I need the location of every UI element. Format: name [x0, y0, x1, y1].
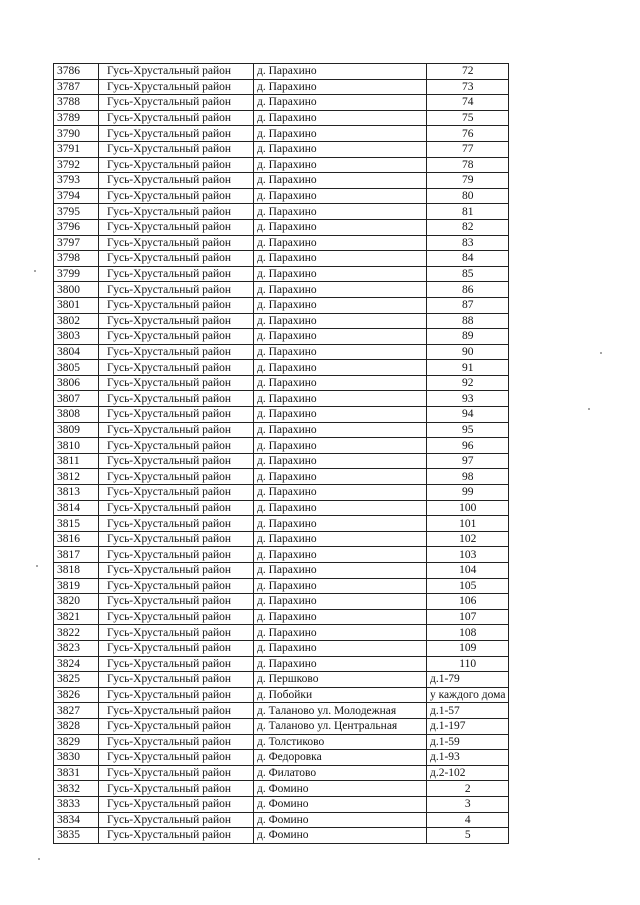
row-number: 3795: [54, 204, 99, 220]
district-cell: Гусь-Хрустальный район: [99, 812, 254, 828]
table-row: [54, 531, 509, 547]
row-number: 3810: [54, 438, 99, 454]
district-cell: Гусь-Хрустальный район: [99, 391, 254, 407]
locality-cell: д. Парахино: [254, 64, 427, 80]
table-row: [54, 594, 509, 610]
row-number: 3798: [54, 251, 99, 267]
table-row: [54, 188, 509, 204]
scan-speck: [36, 565, 38, 567]
district-cell: Гусь-Хрустальный район: [99, 126, 254, 142]
locality-cell: д. Парахино: [254, 500, 427, 516]
row-number: 3824: [54, 656, 99, 672]
house-cell: 5: [427, 828, 509, 844]
district-cell: Гусь-Хрустальный район: [99, 79, 254, 95]
row-number: 3792: [54, 157, 99, 173]
locality-cell: д. Парахино: [254, 344, 427, 360]
locality-cell: д. Фомино: [254, 812, 427, 828]
table-row: [54, 204, 509, 220]
locality-cell: д. Парахино: [254, 578, 427, 594]
district-cell: Гусь-Хрустальный район: [99, 313, 254, 329]
house-cell: 88: [427, 313, 509, 329]
table-row: [54, 500, 509, 516]
table-row: [54, 79, 509, 95]
house-cell: 89: [427, 329, 509, 345]
row-number: 3799: [54, 266, 99, 282]
house-cell: 99: [427, 485, 509, 501]
district-cell: Гусь-Хрустальный район: [99, 329, 254, 345]
district-cell: Гусь-Хрустальный район: [99, 703, 254, 719]
district-cell: Гусь-Хрустальный район: [99, 157, 254, 173]
house-cell: 98: [427, 469, 509, 485]
district-cell: Гусь-Хрустальный район: [99, 516, 254, 532]
district-cell: Гусь-Хрустальный район: [99, 500, 254, 516]
table-row: [54, 266, 509, 282]
row-number: 3788: [54, 95, 99, 111]
district-cell: Гусь-Хрустальный район: [99, 266, 254, 282]
district-cell: Гусь-Хрустальный район: [99, 173, 254, 189]
locality-cell: д. Парахино: [254, 251, 427, 267]
locality-cell: д. Парахино: [254, 360, 427, 376]
table-row: [54, 110, 509, 126]
row-number: 3804: [54, 344, 99, 360]
district-cell: Гусь-Хрустальный район: [99, 95, 254, 111]
district-cell: Гусь-Хрустальный район: [99, 422, 254, 438]
table-row: [54, 609, 509, 625]
row-number: 3817: [54, 547, 99, 563]
district-cell: Гусь-Хрустальный район: [99, 578, 254, 594]
locality-cell: д. Парахино: [254, 329, 427, 345]
locality-cell: д. Таланово ул. Молодежная: [254, 703, 427, 719]
row-number: 3823: [54, 640, 99, 656]
table-row: [54, 656, 509, 672]
house-cell: 72: [427, 64, 509, 80]
house-cell: 92: [427, 375, 509, 391]
row-number: 3807: [54, 391, 99, 407]
table-row: [54, 687, 509, 703]
table-row: [54, 219, 509, 235]
house-cell: д.1-197: [427, 718, 509, 734]
row-number: 3830: [54, 750, 99, 766]
locality-cell: д. Парахино: [254, 235, 427, 251]
scan-speck: [34, 270, 36, 272]
district-cell: Гусь-Хрустальный район: [99, 453, 254, 469]
locality-cell: д. Фомино: [254, 796, 427, 812]
house-cell: 106: [427, 594, 509, 610]
table-row: [54, 95, 509, 111]
district-cell: Гусь-Хрустальный район: [99, 718, 254, 734]
district-cell: Гусь-Хрустальный район: [99, 750, 254, 766]
row-number: 3812: [54, 469, 99, 485]
district-cell: Гусь-Хрустальный район: [99, 141, 254, 157]
row-number: 3808: [54, 407, 99, 423]
house-cell: 83: [427, 235, 509, 251]
table-row: [54, 453, 509, 469]
table-row: [54, 625, 509, 641]
district-cell: Гусь-Хрустальный район: [99, 640, 254, 656]
row-number: 3831: [54, 765, 99, 781]
row-number: 3821: [54, 609, 99, 625]
locality-cell: д. Парахино: [254, 656, 427, 672]
district-cell: Гусь-Хрустальный район: [99, 360, 254, 376]
row-number: 3802: [54, 313, 99, 329]
locality-cell: д. Парахино: [254, 173, 427, 189]
house-cell: 76: [427, 126, 509, 142]
district-cell: Гусь-Хрустальный район: [99, 531, 254, 547]
district-cell: Гусь-Хрустальный район: [99, 219, 254, 235]
row-number: 3790: [54, 126, 99, 142]
table-row: [54, 578, 509, 594]
row-number: 3816: [54, 531, 99, 547]
locality-cell: д. Побойки: [254, 687, 427, 703]
house-cell: 82: [427, 219, 509, 235]
house-cell: 79: [427, 173, 509, 189]
district-cell: Гусь-Хрустальный район: [99, 64, 254, 80]
house-cell: 2: [427, 781, 509, 797]
district-cell: Гусь-Хрустальный район: [99, 765, 254, 781]
table-row: [54, 235, 509, 251]
locality-cell: д. Парахино: [254, 219, 427, 235]
table-row: [54, 781, 509, 797]
house-cell: 87: [427, 297, 509, 313]
row-number: 3813: [54, 485, 99, 501]
house-cell: 102: [427, 531, 509, 547]
locality-cell: д. Парахино: [254, 391, 427, 407]
row-number: 3805: [54, 360, 99, 376]
district-cell: Гусь-Хрустальный район: [99, 781, 254, 797]
table-row: [54, 469, 509, 485]
house-cell: 105: [427, 578, 509, 594]
house-cell: 3: [427, 796, 509, 812]
table-row: [54, 407, 509, 423]
house-cell: 96: [427, 438, 509, 454]
district-cell: Гусь-Хрустальный район: [99, 687, 254, 703]
table-row: [54, 297, 509, 313]
row-number: 3796: [54, 219, 99, 235]
row-number: 3806: [54, 375, 99, 391]
locality-cell: д. Филатово: [254, 765, 427, 781]
table-row: [54, 640, 509, 656]
row-number: 3801: [54, 297, 99, 313]
district-cell: Гусь-Хрустальный район: [99, 625, 254, 641]
district-cell: Гусь-Хрустальный район: [99, 407, 254, 423]
house-cell: д.1-79: [427, 672, 509, 688]
row-number: 3833: [54, 796, 99, 812]
district-cell: Гусь-Хрустальный район: [99, 672, 254, 688]
row-number: 3786: [54, 64, 99, 80]
locality-cell: д. Парахино: [254, 438, 427, 454]
district-cell: Гусь-Хрустальный район: [99, 547, 254, 563]
scan-speck: [600, 352, 602, 354]
house-cell: 109: [427, 640, 509, 656]
house-cell: 86: [427, 282, 509, 298]
locality-cell: д. Парахино: [254, 204, 427, 220]
house-cell: 93: [427, 391, 509, 407]
locality-cell: д. Парахино: [254, 126, 427, 142]
table-row: [54, 422, 509, 438]
locality-cell: д. Парахино: [254, 266, 427, 282]
house-cell: 85: [427, 266, 509, 282]
row-number: 3793: [54, 173, 99, 189]
house-cell: 84: [427, 251, 509, 267]
locality-cell: д. Першково: [254, 672, 427, 688]
table-row: [54, 796, 509, 812]
table-row: [54, 828, 509, 844]
house-cell: 77: [427, 141, 509, 157]
house-cell: 95: [427, 422, 509, 438]
table-row: [54, 344, 509, 360]
house-cell: у каждого дома: [427, 687, 509, 703]
house-cell: 94: [427, 407, 509, 423]
district-cell: Гусь-Хрустальный район: [99, 438, 254, 454]
locality-cell: д. Фомино: [254, 781, 427, 797]
house-cell: 73: [427, 79, 509, 95]
house-cell: 110: [427, 656, 509, 672]
table-row: [54, 375, 509, 391]
row-number: 3815: [54, 516, 99, 532]
house-cell: 103: [427, 547, 509, 563]
locality-cell: д. Таланово ул. Центральная: [254, 718, 427, 734]
row-number: 3832: [54, 781, 99, 797]
district-cell: Гусь-Хрустальный район: [99, 251, 254, 267]
table-row: [54, 718, 509, 734]
house-cell: 104: [427, 563, 509, 579]
district-cell: Гусь-Хрустальный район: [99, 828, 254, 844]
table-row: [54, 329, 509, 345]
locality-cell: д. Парахино: [254, 110, 427, 126]
locality-cell: д. Парахино: [254, 407, 427, 423]
locality-cell: д. Парахино: [254, 79, 427, 95]
district-cell: Гусь-Хрустальный район: [99, 609, 254, 625]
house-cell: д.1-57: [427, 703, 509, 719]
registry-table: [53, 63, 509, 844]
table-body: [54, 64, 509, 844]
district-cell: Гусь-Хрустальный район: [99, 282, 254, 298]
table-row: [54, 734, 509, 750]
table-row: [54, 485, 509, 501]
table-row: [54, 157, 509, 173]
district-cell: Гусь-Хрустальный район: [99, 188, 254, 204]
district-cell: Гусь-Хрустальный район: [99, 796, 254, 812]
locality-cell: д. Парахино: [254, 531, 427, 547]
locality-cell: д. Фомино: [254, 828, 427, 844]
row-number: 3834: [54, 812, 99, 828]
house-cell: 91: [427, 360, 509, 376]
table-row: [54, 64, 509, 80]
locality-cell: д. Парахино: [254, 297, 427, 313]
table-row: [54, 438, 509, 454]
row-number: 3828: [54, 718, 99, 734]
locality-cell: д. Толстиково: [254, 734, 427, 750]
locality-cell: д. Парахино: [254, 141, 427, 157]
house-cell: 78: [427, 157, 509, 173]
house-cell: 101: [427, 516, 509, 532]
row-number: 3787: [54, 79, 99, 95]
row-number: 3829: [54, 734, 99, 750]
district-cell: Гусь-Хрустальный район: [99, 563, 254, 579]
house-cell: 108: [427, 625, 509, 641]
table-row: [54, 563, 509, 579]
district-cell: Гусь-Хрустальный район: [99, 375, 254, 391]
table-row: [54, 703, 509, 719]
row-number: 3800: [54, 282, 99, 298]
house-cell: д.2-102: [427, 765, 509, 781]
house-cell: 100: [427, 500, 509, 516]
table-row: [54, 516, 509, 532]
row-number: 3826: [54, 687, 99, 703]
locality-cell: д. Парахино: [254, 422, 427, 438]
locality-cell: д. Парахино: [254, 609, 427, 625]
row-number: 3818: [54, 563, 99, 579]
locality-cell: д. Парахино: [254, 95, 427, 111]
table-row: [54, 765, 509, 781]
row-number: 3797: [54, 235, 99, 251]
locality-cell: д. Парахино: [254, 157, 427, 173]
house-cell: д.1-59: [427, 734, 509, 750]
row-number: 3791: [54, 141, 99, 157]
house-cell: 75: [427, 110, 509, 126]
row-number: 3789: [54, 110, 99, 126]
house-cell: 107: [427, 609, 509, 625]
house-cell: 90: [427, 344, 509, 360]
district-cell: Гусь-Хрустальный район: [99, 469, 254, 485]
table-row: [54, 360, 509, 376]
scan-speck: [588, 408, 590, 410]
locality-cell: д. Парахино: [254, 563, 427, 579]
row-number: 3825: [54, 672, 99, 688]
house-cell: 4: [427, 812, 509, 828]
locality-cell: д. Парахино: [254, 188, 427, 204]
house-cell: 74: [427, 95, 509, 111]
table-row: [54, 750, 509, 766]
district-cell: Гусь-Хрустальный район: [99, 734, 254, 750]
locality-cell: д. Парахино: [254, 594, 427, 610]
row-number: 3794: [54, 188, 99, 204]
table-row: [54, 547, 509, 563]
table-row: [54, 391, 509, 407]
locality-cell: д. Парахино: [254, 485, 427, 501]
table-row: [54, 141, 509, 157]
locality-cell: д. Парахино: [254, 313, 427, 329]
locality-cell: д. Парахино: [254, 640, 427, 656]
locality-cell: д. Парахино: [254, 469, 427, 485]
locality-cell: д. Парахино: [254, 516, 427, 532]
table-row: [54, 126, 509, 142]
district-cell: Гусь-Хрустальный район: [99, 235, 254, 251]
house-cell: 81: [427, 204, 509, 220]
locality-cell: д. Федоровка: [254, 750, 427, 766]
district-cell: Гусь-Хрустальный район: [99, 344, 254, 360]
locality-cell: д. Парахино: [254, 375, 427, 391]
row-number: 3822: [54, 625, 99, 641]
district-cell: Гусь-Хрустальный район: [99, 297, 254, 313]
locality-cell: д. Парахино: [254, 453, 427, 469]
district-cell: Гусь-Хрустальный район: [99, 485, 254, 501]
scan-speck: [38, 858, 40, 860]
row-number: 3820: [54, 594, 99, 610]
table-row: [54, 282, 509, 298]
district-cell: Гусь-Хрустальный район: [99, 594, 254, 610]
house-cell: д.1-93: [427, 750, 509, 766]
locality-cell: д. Парахино: [254, 547, 427, 563]
district-cell: Гусь-Хрустальный район: [99, 110, 254, 126]
row-number: 3814: [54, 500, 99, 516]
table-row: [54, 251, 509, 267]
house-cell: 97: [427, 453, 509, 469]
table-row: [54, 812, 509, 828]
row-number: 3827: [54, 703, 99, 719]
table-row: [54, 313, 509, 329]
row-number: 3835: [54, 828, 99, 844]
row-number: 3811: [54, 453, 99, 469]
row-number: 3819: [54, 578, 99, 594]
table-row: [54, 173, 509, 189]
house-cell: 80: [427, 188, 509, 204]
locality-cell: д. Парахино: [254, 282, 427, 298]
district-cell: Гусь-Хрустальный район: [99, 656, 254, 672]
district-cell: Гусь-Хрустальный район: [99, 204, 254, 220]
table-row: [54, 672, 509, 688]
row-number: 3809: [54, 422, 99, 438]
row-number: 3803: [54, 329, 99, 345]
locality-cell: д. Парахино: [254, 625, 427, 641]
